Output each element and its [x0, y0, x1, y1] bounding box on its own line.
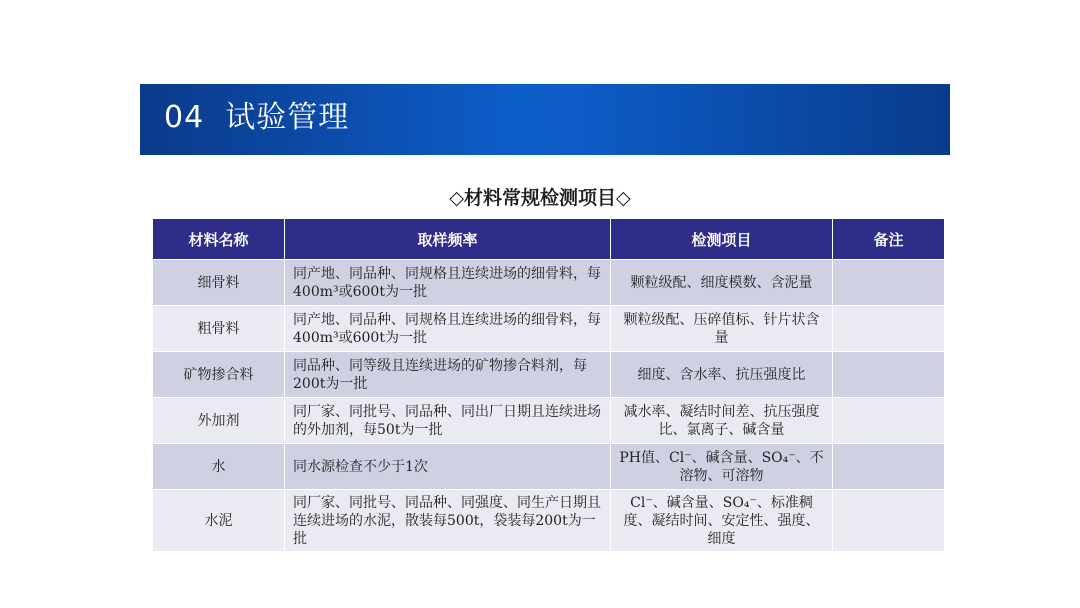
table-row: [153, 398, 945, 444]
material-name-cell: 水泥: [153, 490, 285, 552]
column-header: 材料名称: [153, 219, 285, 260]
table-row: [153, 490, 945, 552]
test-items-cell: PH值、Cl⁻、碱含量、SO₄⁻、不溶物、可溶物: [611, 444, 833, 490]
test-items-cell: 减水率、凝结时间差、抗压强度比、氯离子、碱含量: [611, 398, 833, 444]
remarks-cell: [833, 398, 945, 444]
remarks-cell: [833, 260, 945, 306]
sampling-frequency-cell: 同产地、同品种、同规格且连续进场的细骨料，每400m³或600t为一批: [285, 306, 611, 352]
material-name-cell: 外加剂: [153, 398, 285, 444]
table-row: [153, 352, 945, 398]
title-banner: [140, 84, 950, 155]
test-items-cell: Cl⁻、碱含量、SO₄⁻、标准稠度、凝结时间、安定性、强度、细度: [611, 490, 833, 552]
table-title: ◇材料常规检测项目◇: [449, 187, 631, 209]
table-row: [153, 306, 945, 352]
page-title: 04 试验管理: [164, 100, 350, 135]
column-header: 备注: [833, 219, 945, 260]
sampling-frequency-cell: 同品种、同等级且连续进场的矿物掺合料剂，每200t为一批: [285, 352, 611, 398]
sampling-frequency-cell: 同产地、同品种、同规格且连续进场的细骨料，每400m³或600t为一批: [285, 260, 611, 306]
test-items-cell: 细度、含水率、抗压强度比: [611, 352, 833, 398]
remarks-cell: [833, 306, 945, 352]
sampling-frequency-cell: 同水源检查不少于1次: [285, 444, 611, 490]
table-row: [153, 260, 945, 306]
material-name-cell: 矿物掺合料: [153, 352, 285, 398]
remarks-cell: [833, 444, 945, 490]
sampling-frequency-cell: 同厂家、同批号、同品种、同强度、同生产日期且连续进场的水泥，散装每500t，袋装每200t为一批: [285, 490, 611, 552]
table-header-row: [153, 219, 945, 260]
material-name-cell: 细骨料: [153, 260, 285, 306]
material-name-cell: 水: [153, 444, 285, 490]
materials-table: [152, 218, 945, 552]
test-items-cell: 颗粒级配、细度模数、含泥量: [611, 260, 833, 306]
remarks-cell: [833, 352, 945, 398]
column-header: 检测项目: [611, 219, 833, 260]
sampling-frequency-cell: 同厂家、同批号、同品种、同出厂日期且连续进场的外加剂，每50t为一批: [285, 398, 611, 444]
remarks-cell: [833, 490, 945, 552]
test-items-cell: 颗粒级配、压碎值标、针片状含量: [611, 306, 833, 352]
column-header: 取样频率: [285, 219, 611, 260]
material-name-cell: 粗骨料: [153, 306, 285, 352]
table-row: [153, 444, 945, 490]
